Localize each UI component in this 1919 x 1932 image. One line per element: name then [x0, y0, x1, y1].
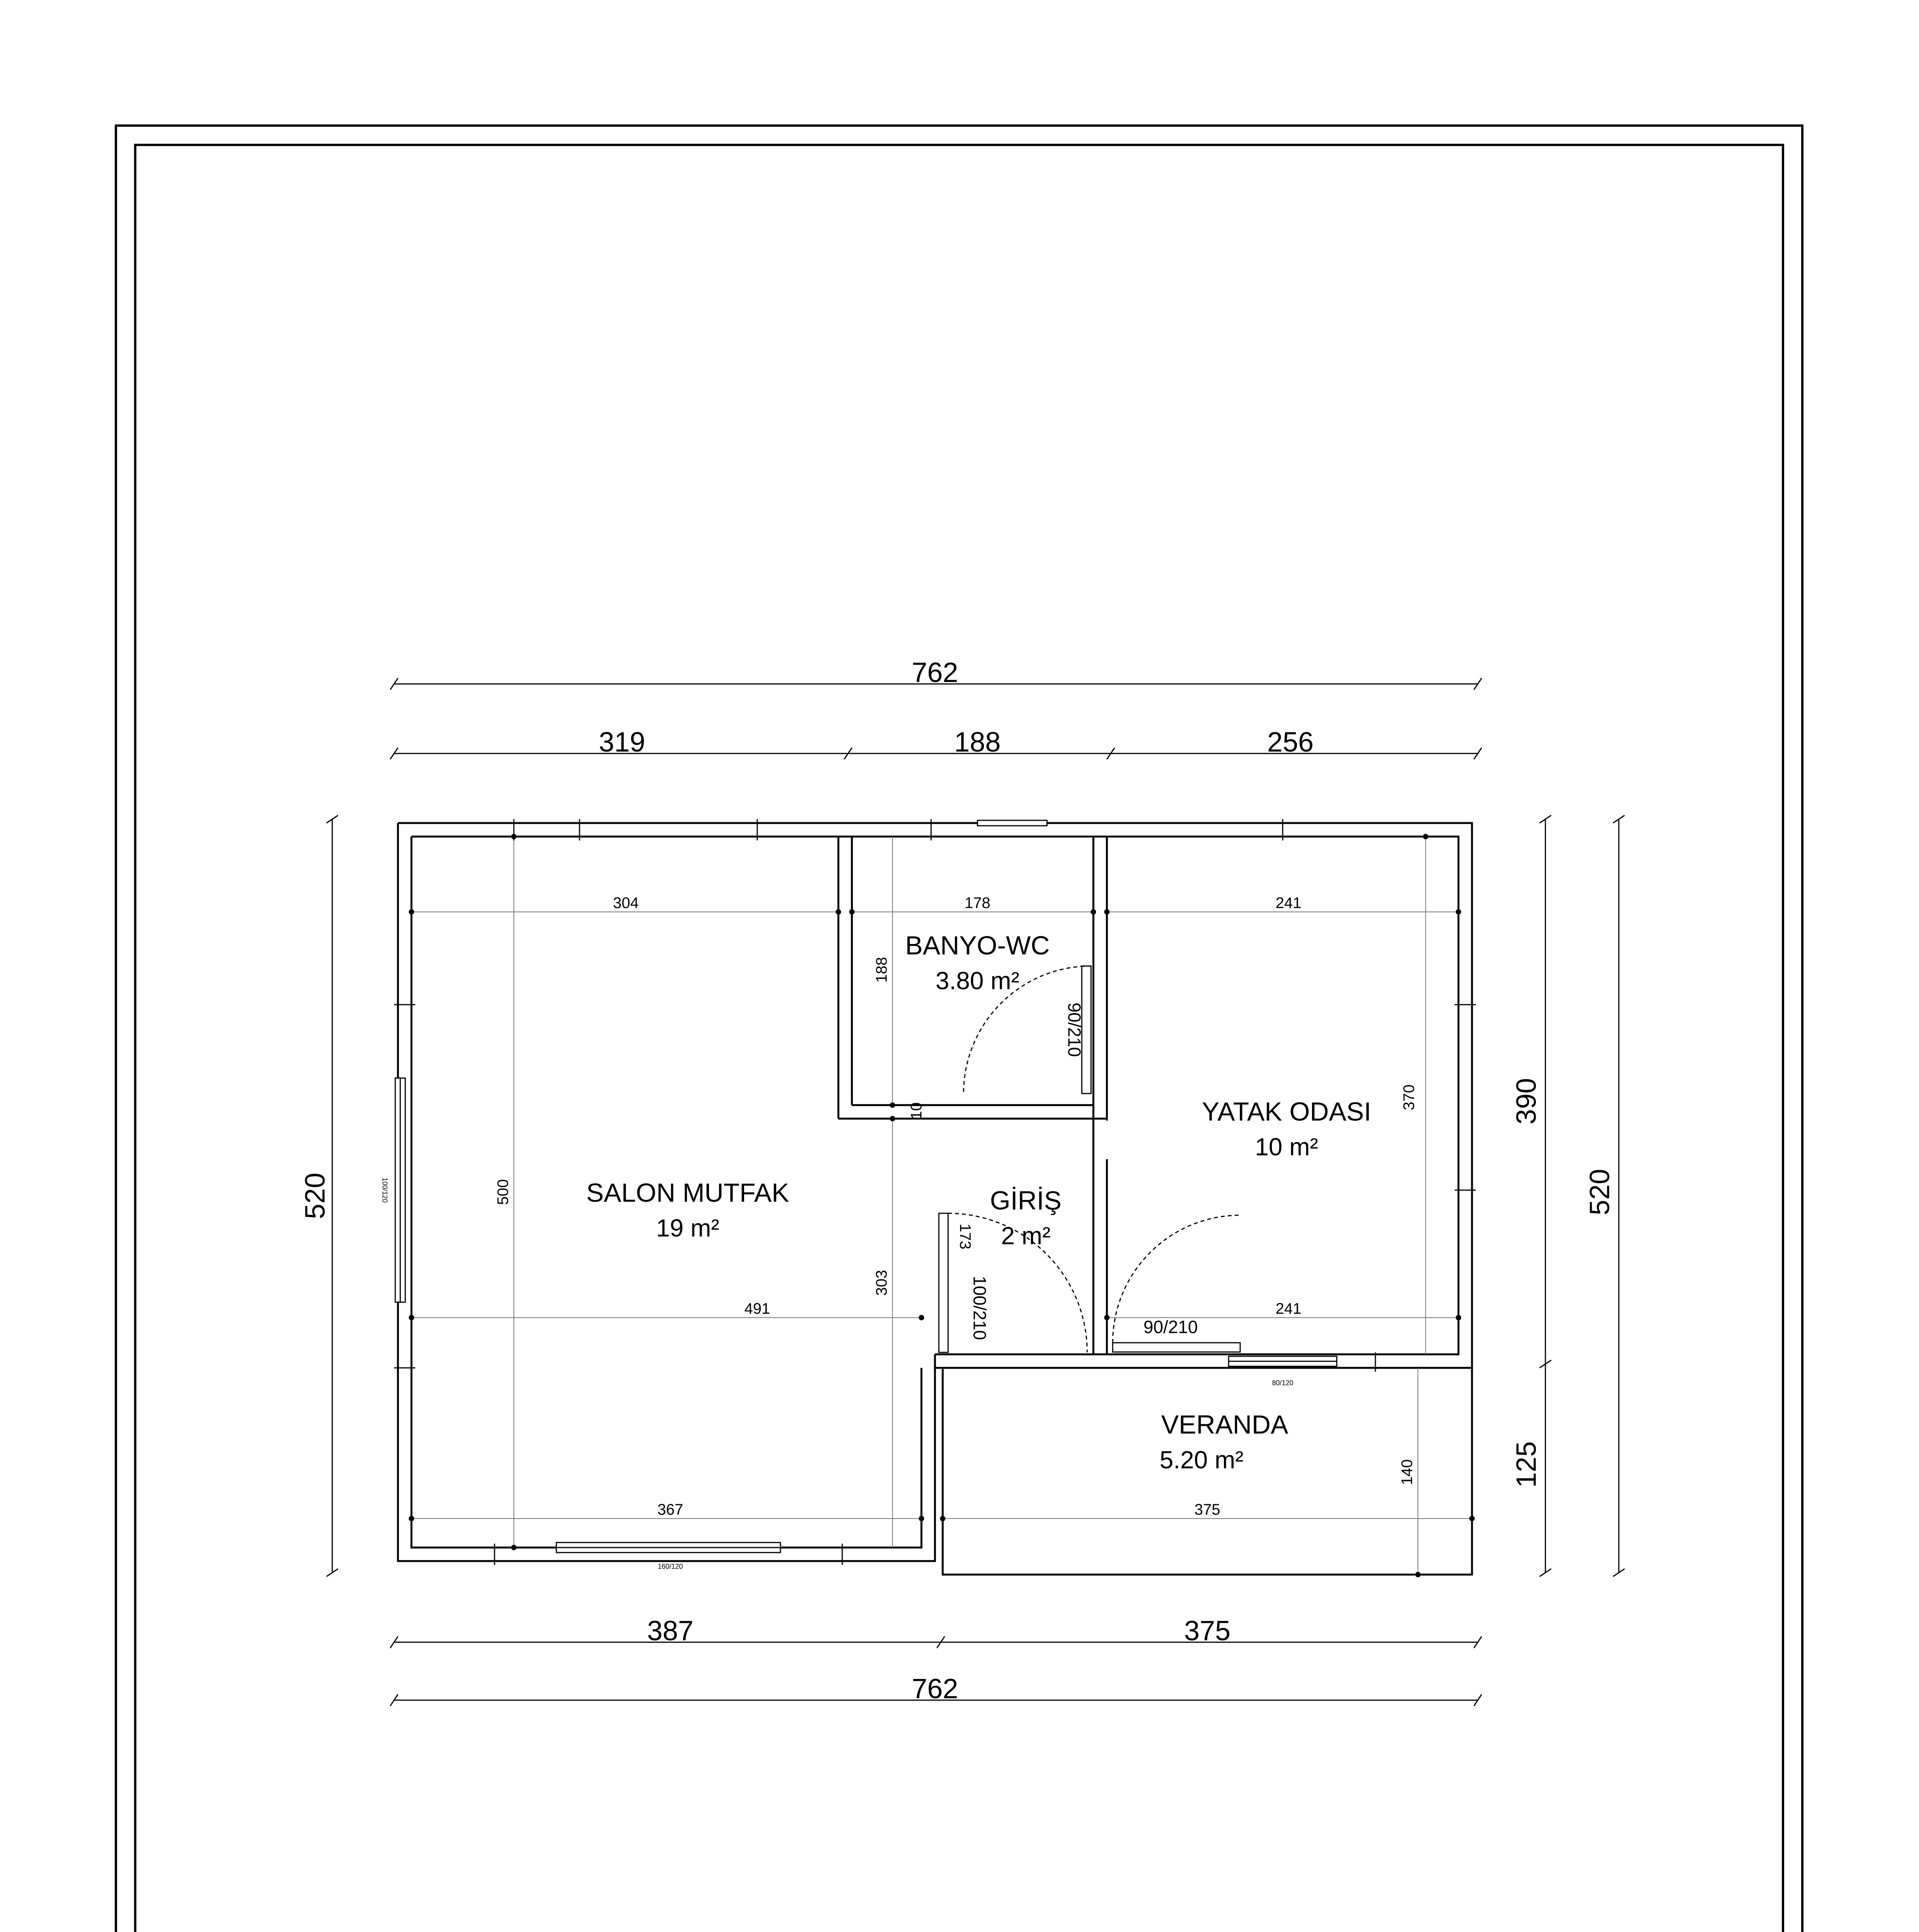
- dimension-bottom-parts: [390, 1636, 1482, 1648]
- dimension-top-parts: [390, 748, 1482, 759]
- inner-border: [135, 145, 1783, 1932]
- dim-500: 500: [495, 1179, 512, 1205]
- door-label-bedroom: 90/210: [1143, 1317, 1198, 1337]
- dim-304: 304: [613, 895, 639, 912]
- dim-303: 303: [873, 1270, 890, 1296]
- door-label-banyo: 90/210: [1064, 1002, 1084, 1057]
- dim-top-a: 319: [598, 727, 646, 758]
- salon-name: SALON MUTFAK: [586, 1178, 789, 1208]
- window-label-veranda: 80/120: [1272, 1379, 1293, 1387]
- dim-375: 375: [1194, 1501, 1220, 1518]
- window-veranda: [1229, 1356, 1337, 1366]
- dim-140: 140: [1399, 1459, 1416, 1485]
- dim-left-total: 520: [300, 1172, 331, 1219]
- dim-173: 173: [957, 1223, 974, 1250]
- dim-right-upper: 390: [1511, 1078, 1542, 1125]
- window-top: [977, 820, 1047, 826]
- window-bottom: [556, 1543, 780, 1553]
- dim-top-total: 762: [911, 657, 959, 688]
- dim-370: 370: [1401, 1084, 1418, 1111]
- dim-241-top: 241: [1275, 895, 1302, 912]
- dim-right-total: 520: [1584, 1168, 1615, 1216]
- window-left: [395, 1078, 405, 1302]
- dim-491: 491: [744, 1300, 770, 1317]
- dim-10: 10: [908, 1102, 925, 1120]
- salon-area: 19 m²: [656, 1214, 719, 1242]
- window-label-left: 100/120: [381, 1177, 389, 1203]
- giris-name: GİRİŞ: [990, 1186, 1062, 1215]
- outer-border: [116, 126, 1802, 1932]
- banyo-name: BANYO-WC: [905, 931, 1050, 960]
- dim-bottom-total: 762: [911, 1673, 959, 1704]
- dim-188: 188: [873, 957, 890, 983]
- dim-bottom-a: 387: [647, 1616, 694, 1646]
- dim-178: 178: [964, 895, 991, 912]
- dim-right-lower: 125: [1511, 1441, 1542, 1488]
- dim-top-c: 256: [1267, 727, 1314, 758]
- veranda-name: VERANDA: [1161, 1410, 1288, 1439]
- dim-bottom-b: 375: [1184, 1616, 1231, 1646]
- giris-area: 2 m²: [1001, 1222, 1050, 1250]
- dim-top-b: 188: [954, 727, 1001, 758]
- window-label-bottom: 160/120: [658, 1563, 683, 1570]
- yatak-name: YATAK ODASI: [1202, 1097, 1372, 1126]
- banyo-area: 3.80 m²: [935, 967, 1020, 995]
- dim-367: 367: [657, 1501, 683, 1518]
- veranda-area: 5.20 m²: [1159, 1446, 1244, 1474]
- yatak-area: 10 m²: [1255, 1133, 1318, 1161]
- dim-241-mid: 241: [1275, 1300, 1302, 1317]
- door-label-entry: 100/210: [970, 1276, 990, 1340]
